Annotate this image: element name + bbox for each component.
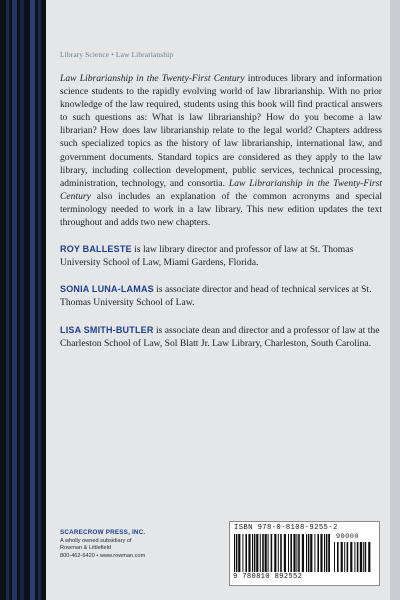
barcode-bar (337, 542, 339, 572)
barcode-bar (320, 534, 322, 572)
barcode-bar (242, 534, 243, 572)
barcode-bar (368, 542, 370, 572)
barcode-bar (280, 534, 282, 572)
barcode-bar (260, 534, 261, 572)
barcode-bar (324, 534, 325, 572)
publisher-name: SCARECROW PRESS, INC. (60, 529, 146, 536)
book-description (60, 72, 382, 229)
spine-stripe (12, 0, 17, 600)
cover-edge (390, 0, 400, 600)
barcode-bar (238, 534, 240, 572)
publisher-line: A wholly owned subsidiary of (60, 538, 132, 544)
author-name: LISA SMITH-BUTLER (60, 324, 154, 335)
barcode-bar (341, 542, 343, 572)
isbn-label: ISBN 978-0-8108-9255-2 (234, 524, 338, 532)
spine-stripe (20, 0, 24, 600)
spine-stripe (38, 0, 41, 600)
author-bio (60, 283, 382, 309)
category-line: Library Science • Law Librarianship (60, 50, 174, 59)
barcode-bar (290, 534, 292, 572)
spine-stripe (6, 0, 9, 600)
barcode-digits: 9 780810 892552 (233, 573, 303, 581)
barcode-box (229, 521, 380, 586)
book-title-inline: Law Librarianship in the Twenty-First Century (60, 177, 382, 202)
back-cover-content (60, 50, 382, 350)
barcode-bar (347, 542, 349, 572)
barcode-bar (278, 534, 279, 572)
barcode-bar (254, 534, 256, 572)
barcode-bar (274, 534, 276, 572)
author-bio (60, 324, 382, 350)
barcode-bar (288, 534, 289, 572)
description-text: introduces library and information science students to the rapidly evolving world of law librarianship. With no prior knowledge of the law required, students using this book will find practical answers to such questions as: What is law librarianship? How do you become a law librarian? How does law librarianship relate to the legal world? Chapters address such specialized topics as the history of law librarianship, international law, and government documents. Standard topics are considered as they apply to the law library, including collection development, public services, technical processing, administration, technology, and consortia. (60, 73, 382, 189)
barcode-bar (245, 534, 247, 572)
barcode-bar (308, 534, 310, 572)
barcode-bar (302, 534, 304, 572)
barcode-bar (317, 534, 319, 572)
barcode-bar (234, 534, 235, 572)
barcode-bar (326, 534, 328, 572)
barcode-bar (350, 542, 352, 572)
barcode-bar (365, 542, 367, 572)
author-name: ROY BALLESTE (60, 244, 132, 255)
barcode-bar (363, 542, 364, 572)
barcode-bar (357, 542, 359, 572)
barcode-bar (314, 534, 315, 572)
book-title-inline: Law Librarianship in the Twenty-First Century (60, 73, 245, 84)
barcode-bar (256, 534, 258, 572)
author-bio (60, 243, 382, 269)
barcode-bar (262, 534, 264, 572)
barcode-bar (252, 534, 253, 572)
barcode-bar (328, 534, 330, 572)
barcode-bar (360, 542, 362, 572)
barcode-bar (293, 534, 295, 572)
barcode-bar (306, 534, 307, 572)
spine-stripe (30, 0, 35, 600)
barcode-icon (234, 534, 330, 572)
barcode-bar (334, 542, 335, 572)
barcode-bar (271, 534, 273, 572)
barcode-bar (344, 542, 345, 572)
barcode-bar (298, 534, 300, 572)
author-bio-text: is associate dean and director and a professor of law at the Charleston School of Law, Sol Blatt Jr. Law Library, Charleston, South Carolina. (60, 324, 380, 349)
barcode-bar (284, 534, 286, 572)
barcode-bar (354, 542, 355, 572)
publisher-contact: 800-462-6420 • www.rowman.com (60, 552, 146, 559)
publisher-block (60, 529, 190, 560)
price-barcode-icon (334, 542, 372, 572)
author-bio-text: is associate director and head of technical services at St. Thomas University School of Law. (60, 284, 372, 309)
publisher-line: Rowman & Littlefield (60, 545, 111, 552)
barcode-bar (296, 534, 297, 572)
barcode-bar (265, 534, 267, 572)
author-bio-text: is law library director and professor of law at St. Thomas University School of Law, Miami Gardens, Florida. (60, 244, 354, 269)
price-code: 90000 (336, 533, 359, 541)
description-text: also includes an explanation of the common acronyms and special terminology needed to work in a law library. This new edition updates the text throughout and adds two new chapters. (60, 190, 382, 229)
barcode-bar (236, 534, 238, 572)
author-name: SONIA LUNA-LAMAS (60, 284, 154, 295)
barcode-bar (310, 534, 312, 572)
barcode-bar (248, 534, 250, 572)
barcode-bar (268, 534, 269, 572)
